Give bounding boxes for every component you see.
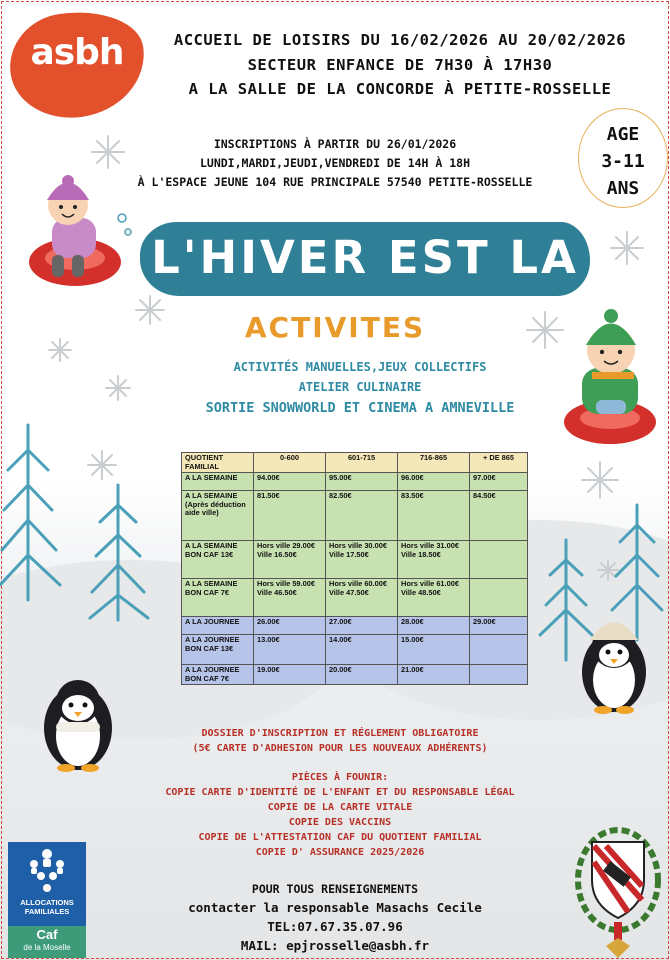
snowflake-icon xyxy=(582,462,618,498)
table-header-row xyxy=(182,453,528,473)
table-cell: 96.00€ xyxy=(398,473,470,491)
table-cell: 26.00€ xyxy=(254,617,326,635)
activities-line-3: SORTIE SNOWWORLD ET CINEMA A AMNEVILLE xyxy=(205,400,515,416)
table-cell: Hors ville 30.00€ Ville 17.50€ xyxy=(326,541,398,579)
table-cell: 82.50€ xyxy=(326,491,398,541)
age-unit: ANS xyxy=(606,178,640,199)
pieces-item: COPIE DES VACCINS xyxy=(288,817,392,828)
table-cell: 94.00€ xyxy=(254,473,326,491)
pieces-item: COPIE DE LA CARTE VITALE xyxy=(267,802,413,813)
table-header-cell: QUOTIENT FAMILIAL xyxy=(182,453,254,473)
table-cell: Hors ville 29.00€ Ville 16.50€ xyxy=(254,541,326,579)
table-row xyxy=(182,617,528,635)
table-cell: A LA JOURNEE xyxy=(182,617,254,635)
table-cell: A LA SEMAINE xyxy=(182,473,254,491)
table-cell: 95.00€ xyxy=(326,473,398,491)
activities-line-1: ACTIVITÉS MANUELLES,JEUX COLLECTIFS xyxy=(233,360,487,374)
child-sled-illustration xyxy=(29,175,131,286)
table-row xyxy=(182,541,528,579)
table-cell: 29.00€ xyxy=(470,617,528,635)
tree-icon xyxy=(90,485,148,620)
activities-title: ACTIVITES xyxy=(244,311,426,344)
tree-icon xyxy=(0,425,60,600)
table-cell: 15.00€ xyxy=(398,635,470,665)
table-cell xyxy=(470,541,528,579)
pieces-item: COPIE DE L'ATTESTATION CAF DU QUOTIENT FAMILIAL xyxy=(198,832,482,843)
penguin-illustration xyxy=(44,680,112,772)
caf-brand: Caf xyxy=(36,927,58,942)
table-cell: Hors ville 59.00€ Ville 46.50€ xyxy=(254,579,326,617)
header-line-3: A LA SALLE DE LA CONCORDE À PETITE-ROSSELLE xyxy=(188,80,612,98)
snowflake-icon xyxy=(88,451,116,479)
caf-sub: de la Moselle xyxy=(23,943,71,952)
dossier-line-1: DOSSIER D'INSCRIPTION ET RÉGLEMENT OBLIGATOIRE xyxy=(201,728,479,739)
table-header-cell: + DE 865 xyxy=(470,453,528,473)
inscriptions-line-3: À L'ESPACE JEUNE 104 RUE PRINCIPALE 57540 PETITE-ROSSELLE xyxy=(137,175,533,189)
dossier-line-2: (5€ CARTE D'ADHESION POUR LES NOUVEAUX ADHÉRENTS) xyxy=(192,743,488,754)
table-cell: A LA SEMAINE (Après déduction aide ville) xyxy=(182,491,254,541)
table-row xyxy=(182,491,528,541)
tariff-table xyxy=(181,452,528,685)
coat-of-arms-icon xyxy=(578,830,658,958)
contact-title: POUR TOUS RENSEIGNEMENTS xyxy=(251,882,419,896)
contact-person: contacter la responsable Masachs Cecile xyxy=(188,900,482,915)
inscriptions-line-2: LUNDI,MARDI,JEUDI,VENDREDI DE 14H À 18H xyxy=(199,156,471,170)
table-cell: 84.50€ xyxy=(470,491,528,541)
pieces-item: COPIE D' ASSURANCE 2025/2026 xyxy=(255,847,425,858)
table-row xyxy=(182,579,528,617)
header-line-1: ACCUEIL DE LOISIRS DU 16/02/2026 AU 20/02/2026 xyxy=(173,31,627,49)
snowflake-icon xyxy=(527,312,563,348)
table-header-cell: 0-600 xyxy=(254,453,326,473)
table-cell: Hors ville 61.00€ Ville 48.50€ xyxy=(398,579,470,617)
inscriptions-line-1: INSCRIPTIONS À PARTIR DU 26/01/2026 xyxy=(213,137,457,151)
caf-line-1: ALLOCATIONS xyxy=(20,898,74,907)
table-cell: 27.00€ xyxy=(326,617,398,635)
table-cell xyxy=(470,665,528,685)
caf-line-2: FAMILIALES xyxy=(24,907,70,916)
table-row xyxy=(182,665,528,685)
contact-email: MAIL: epjrosselle@asbh.fr xyxy=(240,938,430,953)
family-icon xyxy=(24,848,70,896)
table-cell: 81.50€ xyxy=(254,491,326,541)
snowflake-icon xyxy=(106,376,130,400)
contact-phone: TEL:07.67.35.07.96 xyxy=(267,919,403,934)
table-cell: 97.00€ xyxy=(470,473,528,491)
age-range: 3-11 xyxy=(601,151,645,172)
table-cell: Hors ville 60.00€ Ville 47.50€ xyxy=(326,579,398,617)
snowflake-icon xyxy=(49,339,71,361)
table-cell: 83.50€ xyxy=(398,491,470,541)
caf-logo xyxy=(8,842,86,958)
table-header-cell: 716-865 xyxy=(398,453,470,473)
table-cell xyxy=(470,579,528,617)
age-badge xyxy=(578,108,668,208)
snowflake-icon xyxy=(611,232,643,264)
tree-icon xyxy=(612,505,662,640)
table-cell: 28.00€ xyxy=(398,617,470,635)
table-row xyxy=(182,473,528,491)
table-cell: 20.00€ xyxy=(326,665,398,685)
table-cell: A LA JOURNEE BON CAF 13€ xyxy=(182,635,254,665)
table-cell: 19.00€ xyxy=(254,665,326,685)
table-cell: 13.00€ xyxy=(254,635,326,665)
activities-line-2: ATELIER CULINAIRE xyxy=(298,380,422,394)
age-label: AGE xyxy=(606,124,640,145)
table-cell: Hors ville 31.00€ Ville 18.50€ xyxy=(398,541,470,579)
table-header-cell: 601-715 xyxy=(326,453,398,473)
table-cell: A LA SEMAINE BON CAF 7€ xyxy=(182,579,254,617)
header-line-2: SECTEUR ENFANCE DE 7H30 À 17H30 xyxy=(247,56,553,74)
table-cell: A LA JOURNEE BON CAF 7€ xyxy=(182,665,254,685)
child-sled-illustration xyxy=(564,309,656,444)
table-cell: A LA SEMAINE BON CAF 13€ xyxy=(182,541,254,579)
table-row xyxy=(182,635,528,665)
pieces-item: COPIE CARTE D'IDENTITÉ DE L'ENFANT ET DU RESPONSABLE LÉGAL xyxy=(165,787,515,798)
banner-title: L'HIVER EST LA xyxy=(151,231,579,284)
asbh-logo-text: asbh xyxy=(30,32,124,73)
tree-icon xyxy=(540,540,592,660)
table-cell: 21.00€ xyxy=(398,665,470,685)
table-cell xyxy=(470,635,528,665)
caf-line xyxy=(8,898,86,916)
table-cell: 14.00€ xyxy=(326,635,398,665)
pieces-title: PIÈCES À FOUNIR: xyxy=(291,772,389,783)
snowflake-icon xyxy=(136,296,164,324)
